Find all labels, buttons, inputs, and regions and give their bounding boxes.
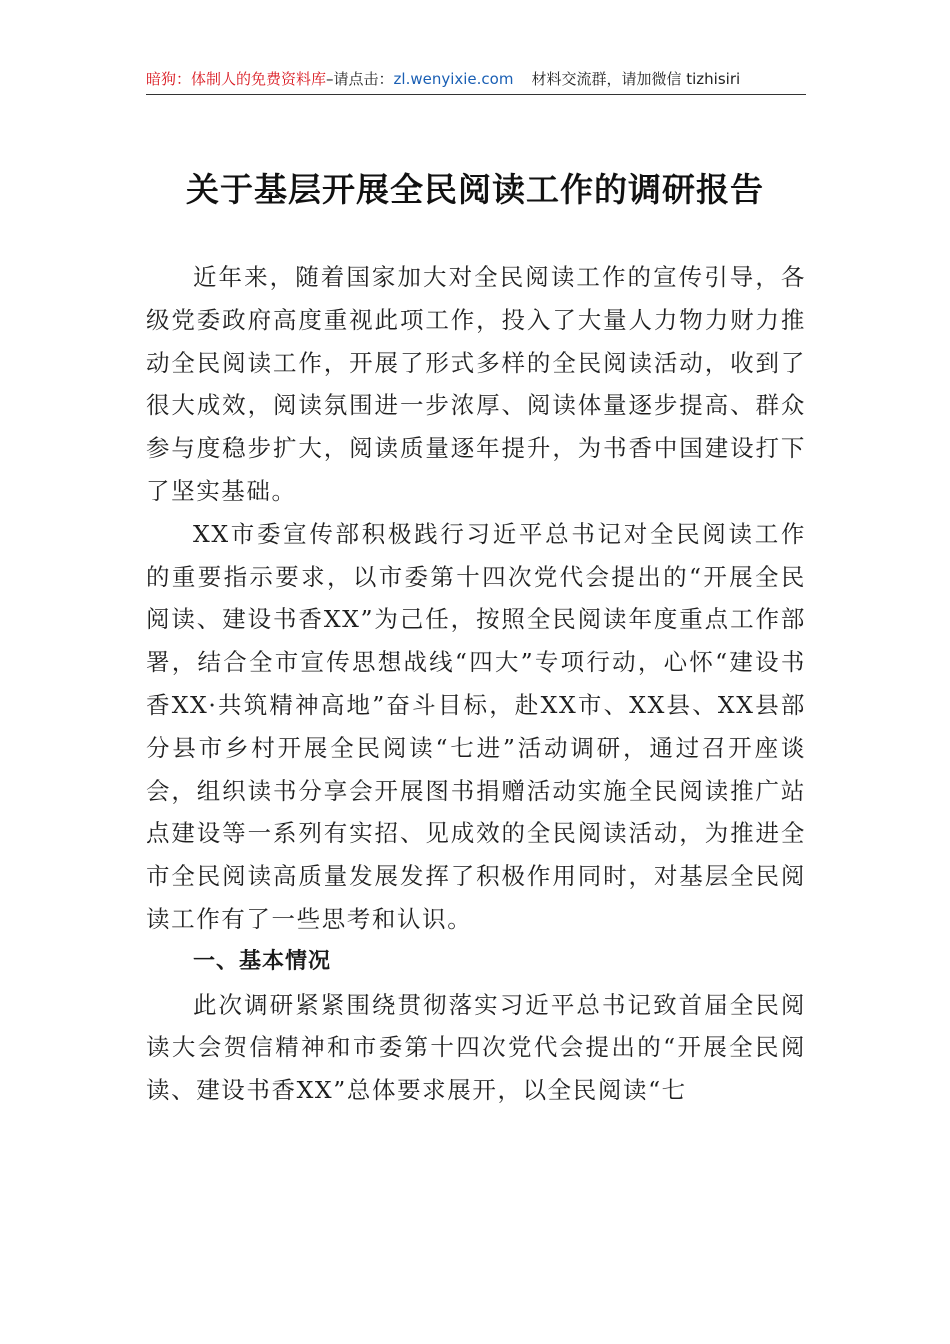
- document-title: 关于基层开展全民阅读工作的调研报告: [186, 170, 764, 209]
- paragraph-intro: 近年来，随着国家加大对全民阅读工作的宣传引导，各级党委政府高度重视此项工作，投入了大量人力物力财力推动全民阅读工作，开展了形式多样的全民阅读活动，收到了很大成效，阅读氛围进一步浓厚、阅读体量逐步提高、群众参与度稳步扩大，阅读质量逐年提升，为书香中国建设打下了坚实基础。: [146, 263, 806, 505]
- paragraph-basic-situation: 此次调研紧紧围绕贯彻落实习近平总书记致首届全民阅读大会贺信精神和市委第十四次党代会提出的“开展全民阅读、建设书香XX”总体要求展开，以全民阅读“七: [146, 990, 806, 1105]
- header-site-name: 暗狗：体制人的免费资料库: [146, 70, 327, 88]
- header-wechat-note: 材料交流群，请加微信 tizhisiri: [531, 70, 741, 88]
- header-url-link[interactable]: zl.wenyixie.com: [393, 70, 514, 88]
- document-body: [146, 256, 806, 1112]
- header-prompt: –请点击：: [326, 70, 394, 88]
- paragraph-background: XX市委宣传部积极践行习近平总书记对全民阅读工作的重要指示要求，以市委第十四次党代会提出的“开展全民阅读、建设书香XX”为己任，按照全民阅读年度重点工作部署，结合全市宣传思想战线“四大”专项行动，心怀“建设书香XX·共筑精神高地”奋斗目标，赴XX市、XX县、XX县部分县市乡村开展全民阅读“七进”活动调研，通过召开座谈会，组织读书分享会开展图书捐赠活动实施全民阅读推广站点建设等一系列有实招、见成效的全民阅读活动，为推进全市全民阅读高质量发展发挥了积极作用同时，对基层全民阅读工作有了一些思考和认识。: [146, 519, 806, 933]
- section-heading-basic-situation: 一、基本情况: [193, 948, 332, 974]
- page-header: [146, 68, 806, 95]
